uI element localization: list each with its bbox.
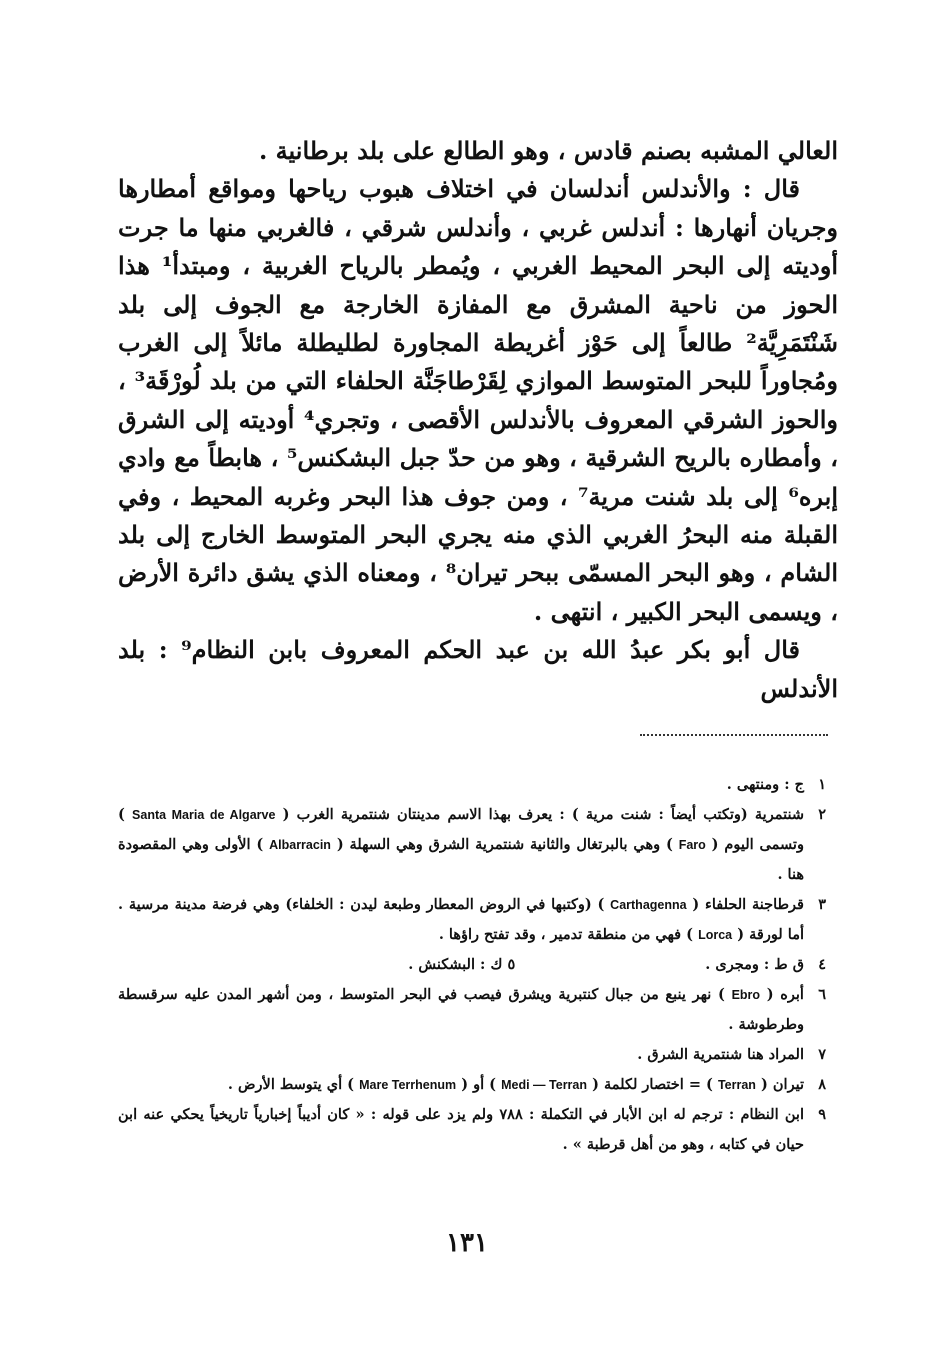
footnote-segment: ) الأولى وهي المقصودة هنا .: [118, 836, 804, 883]
footnote-number: ٦: [818, 986, 826, 1003]
footnote-5-text: ك : البشكنش .: [408, 956, 503, 973]
footnote-segment: ) وتسمى اليوم (: [118, 806, 804, 853]
footnote-7: [118, 1040, 826, 1070]
footnote-6: [118, 980, 826, 1040]
latin-term: Carthagenna: [610, 898, 687, 912]
footnote-number: ٩: [818, 1106, 826, 1123]
footnote-number: ٧: [818, 1046, 826, 1063]
footnote-separator: [640, 734, 828, 736]
latin-term: Terran: [717, 1078, 756, 1092]
footnote-text: [118, 980, 804, 1040]
latin-term: Ebro: [731, 988, 761, 1002]
footnote-segment: شنتمرية (وتكتب أيضاً : شنت مرية ) : يعرف بهذا الاسم مدينتان شنتمرية الغرب (: [282, 806, 804, 823]
latin-term: Mare Terrhenum: [359, 1078, 457, 1092]
footnote-segment: ) أو (: [461, 1076, 497, 1093]
footnote-1: [118, 770, 826, 800]
latin-term: Albarracin: [269, 838, 331, 852]
footnote-text: ج : ومنتهى .: [726, 776, 804, 793]
footnote-9: [118, 1100, 826, 1160]
footnote-text: [118, 800, 804, 890]
footnote-segment: ) أي يتوسط الأرض .: [227, 1076, 355, 1093]
footnote-number: ٢: [818, 806, 826, 823]
body-paragraph: قال : والأندلس أندلسان في اختلاف هبوب رياحها ومواقع أمطارها وجريان أنهارها : أندلس غربي ، وأندلس شرقي ، فالغربي منها ما جرت أوديته إلى البحر المحيط الغربي ، ويُمطر بالرياح الغربية ، ومبتدأ¹ هذا الحوز من ناحية المشرق مع المفازة الخارجة مع الجوف إلى بلد شَنْتَمَرِيَّة² طالعاً إلى حَوْز أغريطة المجاورة لطليطلة مائلاً إلى الغرب ومُجاوراً للبحر المتوسط الموازي لِقَرْطاجَنَّة الحلفاء التي من بلد لُورْقَة³ ، والحوز الشرقي المعروف بالأندلس الأقصى ، وتجري⁴ أوديته إلى الشرق ، وأمطاره بالريح الشرقية ، وهو من حدّ جبل البشكنس⁵ ، هابطاً مع وادي إبره⁶ إلى بلد شنت مرية⁷ ، ومن جوف هذا البحر وغربه المحيط ، وفي القبلة منه البحرُ الغربي الذي منه يجري البحر المتوسط الخارج إلى بلد الشام ، وهو البحر المسمّى ببحر تيران⁸ ، ومعناه الذي يشق دائرة الأرض ، ويسمى البحر الكبير ، انتهى .: [118, 174, 839, 626]
latin-term: Faro: [678, 838, 706, 852]
footnote-3: [118, 890, 826, 950]
footnote-segment: قرطاجنة الحلفاء (: [692, 896, 804, 913]
footnote-4-text: ق ط : ومجرى .: [705, 956, 804, 973]
footnote-segment: ) = اختصار لكلمة (: [592, 1076, 713, 1093]
page-number: ١٣١: [446, 1228, 488, 1258]
footnote-8: [118, 1070, 826, 1100]
footnote-number: ٨: [818, 1076, 826, 1093]
footnote-text: [118, 890, 804, 950]
footnote-text: ابن النظام : ترجم له ابن الأبار في التكملة : ٧٨٨ ولم يزد على قوله : « كان أديباً إخبارياً تاريخياً يحكي عنه ابن حيان في كتابه ، وهو من أهل قرطبة » .: [118, 1106, 804, 1153]
footnote-2: [118, 800, 826, 890]
footnote-number: ٣: [818, 896, 826, 913]
footnote-segment: تيران (: [761, 1076, 804, 1093]
latin-term: Medi — Terran: [501, 1078, 588, 1092]
footnote-segment: ) وهي بالبرتغال والثانية شنتمرية الشرق وهي السهلة (: [336, 836, 673, 853]
footnote-text: المراد هنا شنتمرية الشرق .: [637, 1046, 804, 1063]
footnote-5-number: ٥: [507, 956, 516, 973]
footnote-segment: ) نهر ينبع من جبال كنتبرية ويشرق فيصب في البحر المتوسط ، ومن أشهر المدن عليه سرقسطة وطرطوشة .: [118, 986, 804, 1033]
main-body-text: [118, 132, 838, 708]
body-paragraph: العالي المشبه بصنم قادس ، وهو الطالع على بلد برطانية .: [258, 136, 838, 165]
footnote-text: [118, 950, 804, 980]
latin-term: Santa Maria de Algarve: [132, 808, 276, 822]
footnotes: [118, 770, 826, 1160]
footnote-segment: ) (وكتبها في الروض المعطار وطبعة ليدن : الخلفاء) وهي فرضة مدينة مرسية . أما لورقة (: [118, 896, 804, 943]
latin-term: Lorca: [698, 928, 733, 942]
footnote-number: ١: [818, 776, 826, 793]
footnote-number: ٤: [818, 956, 826, 973]
body-paragraph: قال أبو بكر عبدُ الله بن عبد الحكم المعروف بابن النظام⁹ : بلد الأندلس: [118, 635, 838, 703]
footnote-segment: أبره (: [766, 986, 804, 1003]
footnote-text: [118, 1070, 804, 1100]
footnote-4-5: [118, 950, 826, 980]
footnote-segment: ) فهي من منطقة تدمير ، وقد تفتح راؤها .: [438, 926, 694, 943]
